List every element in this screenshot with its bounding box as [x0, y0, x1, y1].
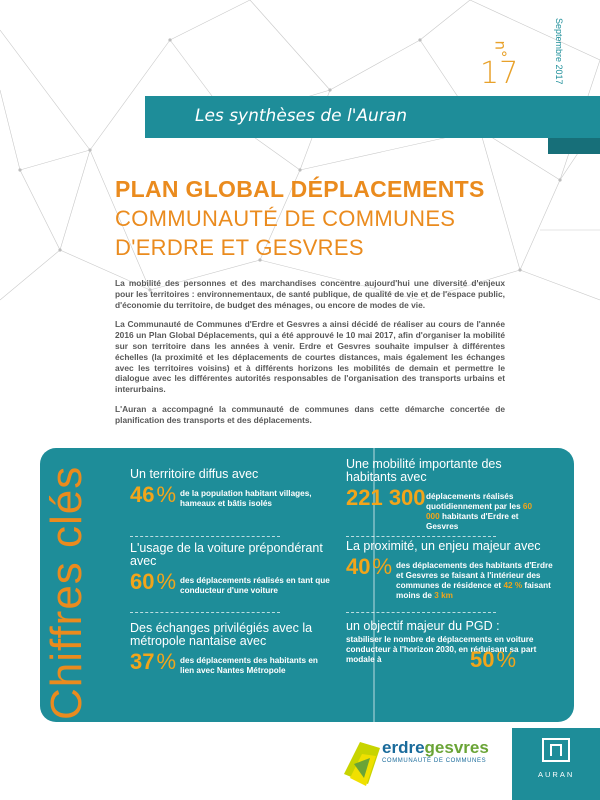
fact-heading: Des échanges privilégiés avec la métropole nantaise avec	[130, 621, 313, 648]
intro-paragraph-1: La mobilité des personnes et des marchandises concentre aujourd'hui une diversité d'enjeux pour les territoires : environnementaux, de santé publique, de qualité de vie et de l'espace public, d'économie du territoire, de budget des ménages, ou encore de modes de vie.	[115, 278, 505, 310]
banner-accent	[548, 138, 600, 154]
intro-paragraph-2: La Communauté de Communes d'Erdre et Gesvres a ainsi décidé de réaliser au cours de l'année 2016 un Plan Global Déplacements, qui a été approuvé le 10 mai 2017, afin d'organiser la mobilité sur son territoire dans les années à venir. Erdre et Gesvres souhaite impulser à différentes échelles (la proximité et les déplacements de courtes distances, mais également les échanges avec les territoires voisins) et à différents horizons les mobilités de demain et permettre le dialogue avec les différentes autorités responsables de l'organisation des transports urbains et interurbains.	[115, 319, 505, 395]
fact-heading: Une mobilité importante des habitants avec	[346, 457, 502, 484]
erdre-gesvres-logo	[340, 734, 508, 792]
title-line-1: PLAN GLOBAL DÉPLACEMENTS	[115, 176, 485, 202]
fact-heading: un objectif majeur du PGD :	[346, 619, 500, 633]
fact-car-usage	[130, 542, 330, 596]
title-line-3: D'ERDRE ET GESVRES	[115, 235, 364, 260]
separator	[130, 536, 280, 537]
fact-value: 37%	[130, 649, 177, 674]
fact-text: de la population habitant villages, hameaux et bâtis isolés	[180, 489, 312, 508]
fact-text: des déplacements des habitants en lien avec Nantes Métropole	[180, 656, 318, 675]
auran-wordmark: AURAN	[538, 770, 575, 779]
intro-text	[115, 278, 505, 435]
issue-prefix: n°	[491, 40, 510, 58]
fact-heading: L'usage de la voiture prépondérant avec	[130, 541, 323, 568]
key-figures-label: Chiffres clés	[42, 465, 91, 720]
issue-number-block	[478, 40, 518, 100]
document-title	[115, 176, 495, 261]
fact-text: des déplacements des habitants d'Erdre et Gesvres se faisant à l'intérieur des communes de résidence et 42 % faisant moins de 3 km	[396, 561, 553, 600]
logo-subtitle: COMMUNAUTÉ DE COMMUNES	[382, 758, 487, 764]
fact-mobility	[346, 458, 546, 532]
separator	[346, 612, 496, 613]
fact-text: des déplacements réalisés en tant que conducteur d'une voiture	[180, 576, 330, 595]
fact-text: stabiliser le nombre de déplacements en voiture conducteur à l'horizon 2030, en réduisant sa part modale à	[346, 635, 537, 664]
series-banner	[145, 96, 600, 138]
fact-territory	[130, 468, 330, 509]
fact-proximity	[346, 540, 556, 601]
fact-text: déplacements réalisés quotidiennement par les 60 000 habitants d'Erdre et Gesvres	[426, 492, 533, 531]
series-title: Les synthèses de l'Auran	[195, 106, 407, 126]
intro-paragraph-3: L'Auran a accompagné la communauté de communes dans cette démarche concertée de planification des transports et des déplacements.	[115, 403, 505, 425]
title-line-2: COMMUNAUTÉ DE COMMUNES	[115, 206, 456, 231]
separator	[130, 612, 280, 613]
issue-date-block	[552, 18, 566, 98]
key-figures-panel	[40, 448, 574, 722]
fact-value: 40%	[346, 554, 393, 579]
fact-heading: Un territoire diffus avec	[130, 467, 259, 481]
fact-value: 60%	[130, 569, 177, 594]
issue-date: Septembre 2017	[554, 18, 564, 85]
leaf-icon	[340, 734, 384, 792]
fact-objective	[346, 620, 556, 671]
fact-metropole	[130, 622, 330, 676]
separator	[346, 536, 496, 537]
fact-value: 46%	[130, 482, 177, 507]
auran-logo	[512, 728, 600, 800]
issue-number: 17	[480, 56, 519, 91]
auran-mark-icon	[542, 738, 570, 762]
fact-heading: La proximité, un enjeu majeur avec	[346, 539, 541, 553]
fact-value: 221 300	[346, 485, 426, 510]
logo-wordmark: erdregesvres	[382, 738, 489, 757]
fact-value: 50%	[469, 647, 516, 672]
